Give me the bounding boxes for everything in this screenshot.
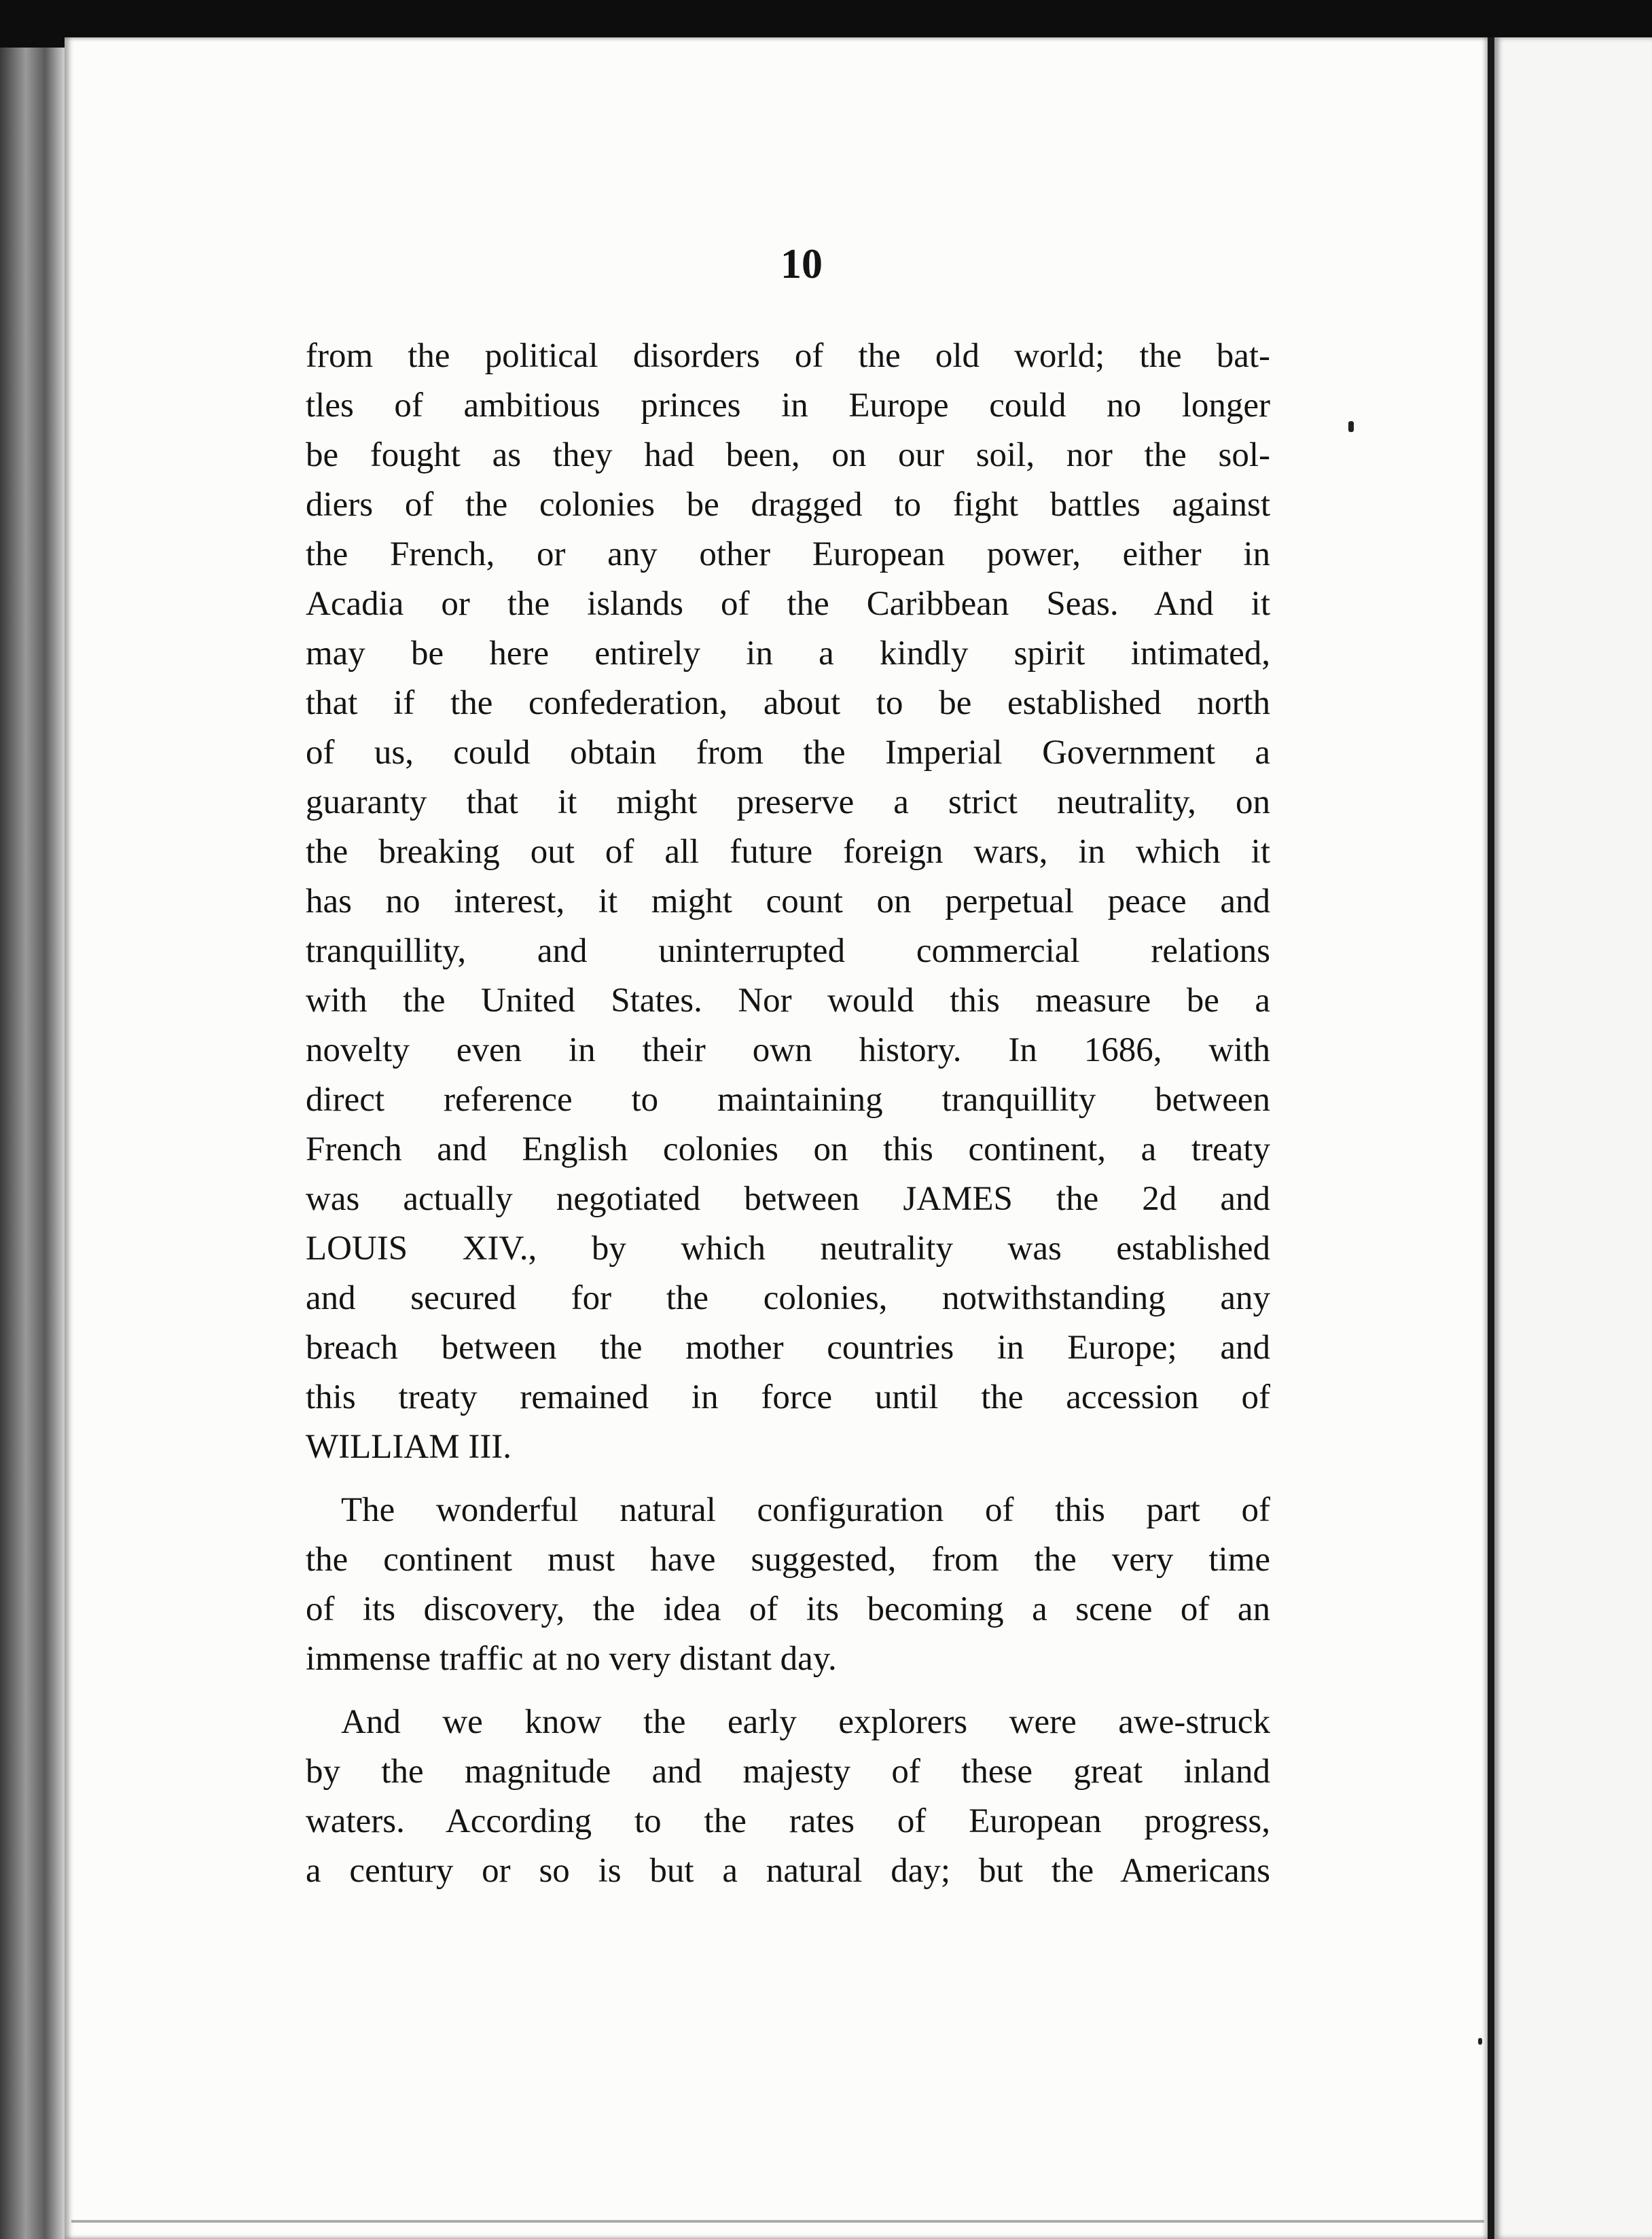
text-line: of its discovery, the idea of its becoming a scene of an [306,1590,1270,1628]
scan-speck [1478,2038,1482,2045]
text-line: waters. According to the rates of European progress, [306,1802,1270,1840]
text-line: guaranty that it might preserve a strict neutrality, on [306,783,1270,821]
text-line: that if the confederation, about to be established north [306,684,1270,722]
text-line: And we know the early explorers were awe-struck [341,1703,1270,1741]
text-line: breach between the mother countries in Europe; and [306,1329,1270,1367]
text-line: of us, could obtain from the Imperial Government a [306,734,1270,772]
text-line: by the magnitude and majesty of these great inland [306,1753,1270,1791]
scan-speck [1348,421,1354,432]
text-line: immense traffic at no very distant day. [306,1640,837,1678]
paragraph [306,332,1270,1472]
book-left-edge [0,48,65,2239]
text-line: tranquillity, and uninterrupted commercial relations [306,932,1270,970]
text-line: may be here entirely in a kindly spirit intimated, [306,634,1270,673]
text-line: WILLIAM III. [306,1428,512,1466]
text-line: tles of ambitious princes in Europe could no longer [306,387,1270,425]
text-line: be fought as they had been, on our soil, nor the sol- [306,436,1270,474]
text-line: the continent must have suggested, from the very time [306,1541,1270,1579]
facing-page-edge [1494,37,1652,2239]
text-line: novelty even in their own history. In 1686, with [306,1031,1270,1069]
text-line: a century or so is but a natural day; but the Americans [306,1852,1270,1890]
text-line: French and English colonies on this continent, a treaty [306,1130,1270,1168]
text-line: direct reference to maintaining tranquillity between [306,1081,1270,1119]
text-line: this treaty remained in force until the accession of [306,1378,1270,1416]
text-line: the French, or any other European power, either in [306,535,1270,573]
paragraph [306,1698,1270,1896]
paragraph [306,1486,1270,1684]
book-gutter [1488,37,1494,2239]
page-number: 10 [780,241,823,287]
body-text [306,332,1270,1896]
text-line: has no interest, it might count on perpetual peace and [306,882,1270,920]
text-line: with the United States. Nor would this measure be a [306,982,1270,1020]
text-line: LOUIS XIV., by which neutrality was established [306,1230,1270,1268]
text-line: was actually negotiated between JAMES the 2d and [306,1180,1270,1218]
page-bottom-edge [71,2220,1484,2223]
text-line: The wonderful natural configuration of this part of [341,1491,1270,1529]
text-line: the breaking out of all future foreign wars, in which it [306,833,1270,871]
text-line: from the political disorders of the old world; the bat- [306,337,1270,375]
text-line: and secured for the colonies, notwithstanding any [306,1279,1270,1317]
text-line: Acadia or the islands of the Caribbean Seas. And it [306,585,1270,623]
text-line: diers of the colonies be dragged to fight battles against [306,486,1270,524]
